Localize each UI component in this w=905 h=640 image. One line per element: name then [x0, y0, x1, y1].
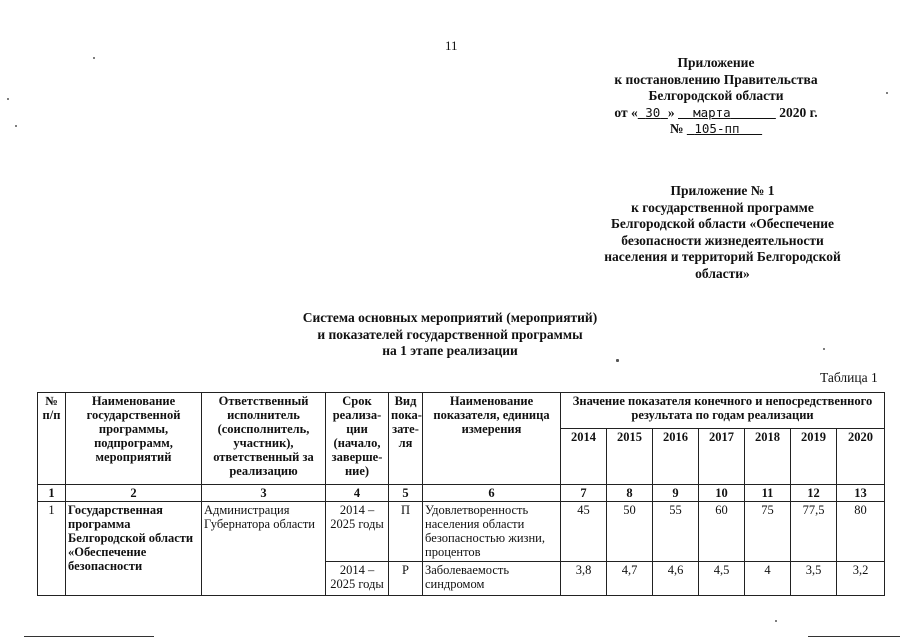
program-appendix-title: Приложение № 1 — [670, 183, 775, 198]
date-mid: » — [667, 104, 675, 120]
header-indicator: Наименование показателя, единица измерения — [423, 393, 561, 485]
column-numbers-row — [38, 485, 885, 502]
value-cell: 4,6 — [653, 562, 699, 596]
heading-line: и показателей государственной программы — [317, 326, 583, 342]
scan-speck — [616, 359, 619, 362]
header-term: Срок реализа-ции (начало, заверше-ние) — [326, 393, 389, 485]
table-header-row — [38, 393, 885, 429]
resolution-appendix-line: к постановлению Правительства — [614, 71, 818, 87]
column-number: 12 — [791, 485, 837, 502]
column-number: 11 — [745, 485, 791, 502]
heading-line: на 1 этапе реализации — [382, 343, 518, 358]
header-year: 2016 — [653, 429, 699, 485]
column-number: 8 — [607, 485, 653, 502]
heading-line: Система основных мероприятий (мероприятий) — [302, 310, 598, 325]
date-year: 2020 г. — [779, 104, 818, 120]
scan-speck — [15, 125, 17, 127]
value-cell: 75 — [745, 502, 791, 562]
table-row — [38, 502, 885, 562]
column-number: 3 — [202, 485, 326, 502]
header-year: 2020 — [837, 429, 885, 485]
scan-speck — [93, 57, 95, 59]
value-cell: 4,7 — [607, 562, 653, 596]
program-appendix-line: безопасности жизнедеятельности — [621, 232, 824, 248]
date-prefix: от « — [614, 104, 638, 120]
implementation-term: 2014 – 2025 годы — [326, 502, 389, 562]
header-num: № п/п — [38, 393, 66, 485]
scan-edge-line — [24, 636, 154, 637]
value-cell: 50 — [607, 502, 653, 562]
value-cell: 3,8 — [561, 562, 607, 596]
scan-speck — [7, 98, 9, 100]
row-number: 1 — [38, 502, 66, 596]
header-name: Наименование государственной программы, подпрограмм, мероприятий — [66, 393, 202, 485]
header-year: 2017 — [699, 429, 745, 485]
value-cell: 3,5 — [791, 562, 837, 596]
implementation-term: 2014 – 2025 годы — [326, 562, 389, 596]
program-appendix-line: к государственной программе — [631, 199, 814, 215]
resolution-appendix-title: Приложение — [677, 55, 755, 70]
number-prefix: № — [669, 121, 684, 136]
value-cell: 4,5 — [699, 562, 745, 596]
column-number: 10 — [699, 485, 745, 502]
indicator-name: Удовлетворенность населения области безопасностью жизни, процентов — [423, 502, 561, 562]
scan-edge-line — [808, 636, 900, 637]
program-appendix-block — [585, 183, 860, 282]
column-number: 9 — [653, 485, 699, 502]
header-year: 2019 — [791, 429, 837, 485]
header-values-group: Значение показателя конечного и непосредственного результата по годам реализации — [561, 393, 885, 429]
value-cell: 4 — [745, 562, 791, 596]
header-year: 2015 — [607, 429, 653, 485]
value-cell: 60 — [699, 502, 745, 562]
resolution-date-line — [588, 105, 844, 122]
header-year: 2014 — [561, 429, 607, 485]
column-number: 6 — [423, 485, 561, 502]
column-number: 7 — [561, 485, 607, 502]
page-number: 11 — [445, 38, 458, 53]
value-cell: 77,5 — [791, 502, 837, 562]
value-cell: 3,2 — [837, 562, 885, 596]
resolution-number-line — [588, 121, 844, 138]
resolution-number: 105-пп — [694, 121, 740, 136]
header-year: 2018 — [745, 429, 791, 485]
scan-speck — [823, 348, 825, 350]
indicator-name: Заболеваемость синдромом — [423, 562, 561, 596]
value-cell: 45 — [561, 502, 607, 562]
program-appendix-line: Белгородской области «Обеспечение — [610, 216, 835, 231]
scan-speck — [886, 92, 888, 94]
date-month: марта — [693, 104, 731, 120]
column-number: 13 — [837, 485, 885, 502]
scan-speck — [775, 620, 777, 622]
program-activities-table — [37, 392, 885, 596]
date-day: 30 — [645, 104, 661, 120]
program-appendix-line: населения и территорий Белгородской — [604, 249, 841, 264]
header-executor: Ответственный исполнитель (соисполнитель, участник), ответственный за реализацию — [202, 393, 326, 485]
responsible-executor: Администрация Губернатора области — [202, 502, 326, 596]
value-cell: 55 — [653, 502, 699, 562]
value-cell: 80 — [837, 502, 885, 562]
program-appendix-line: области» — [695, 265, 750, 281]
document-heading — [260, 310, 640, 360]
header-type: Вид пока-зате-ля — [389, 393, 423, 485]
indicator-type: Р — [389, 562, 423, 596]
program-name: Государственная программа Белгородской области «Обеспечение безопасности — [66, 502, 202, 596]
column-number: 2 — [66, 485, 202, 502]
column-number: 1 — [38, 485, 66, 502]
resolution-appendix-block — [588, 55, 844, 138]
resolution-appendix-line: Белгородской области — [648, 88, 784, 103]
indicator-type: П — [389, 502, 423, 562]
table-label: Таблица 1 — [820, 370, 878, 385]
column-number: 4 — [326, 485, 389, 502]
column-number: 5 — [389, 485, 423, 502]
